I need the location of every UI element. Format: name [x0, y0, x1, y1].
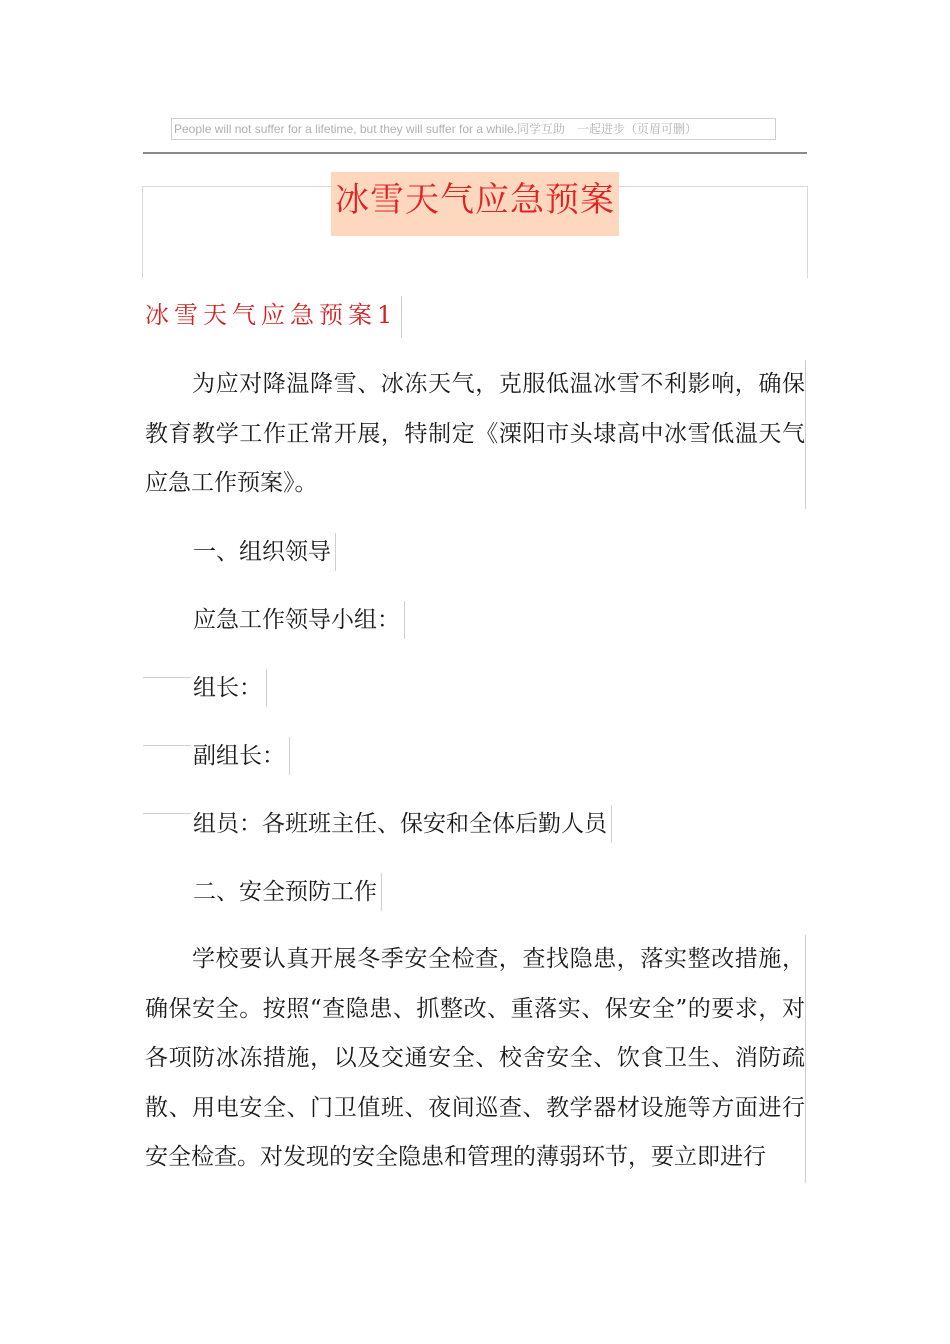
section-title: 冰雪天气应急预案1 — [145, 296, 402, 338]
document-title: 冰雪天气应急预案 — [331, 172, 619, 236]
heading-safety: 二、安全预防工作 — [193, 873, 382, 911]
safety-paragraph: 学校要认真开展冬季安全检查，查找隐患，落实整改措施，确保安全。按照“查隐患、抓整改、重落实、保安全”的要求，对各项防冰冻措施，以及交通安全、校舍安全、饮食卫生、消防疏散、用电安全、门卫值班、夜间巡查、教学器材设施等方面进行安全检查。对发现的安全隐患和管理的薄弱环节，要立即进行 — [145, 935, 806, 1183]
indent-mark — [143, 745, 191, 746]
leader-line: 组长： — [193, 669, 267, 707]
header-divider — [143, 152, 807, 154]
intro-paragraph: 为应对降温降雪、冰冻天气，克服低温冰雪不利影响，确保教育教学工作正常开展，特制定《溧阳市头埭高中冰雪低温天气应急工作预案》。 — [145, 360, 806, 509]
heading-organization: 一、组织领导 — [193, 533, 336, 571]
page-header: People will not suffer for a lifetime, but they will suffer for a while.同学互助 一起进步（页眉可删） — [171, 118, 776, 140]
members-line: 组员：各班班主任、保安和全体后勤人员 — [193, 805, 612, 843]
deputy-leader-line: 副组长： — [193, 737, 290, 775]
indent-mark — [143, 813, 191, 814]
group-label: 应急工作领导小组： — [193, 601, 405, 639]
indent-mark — [143, 677, 191, 678]
